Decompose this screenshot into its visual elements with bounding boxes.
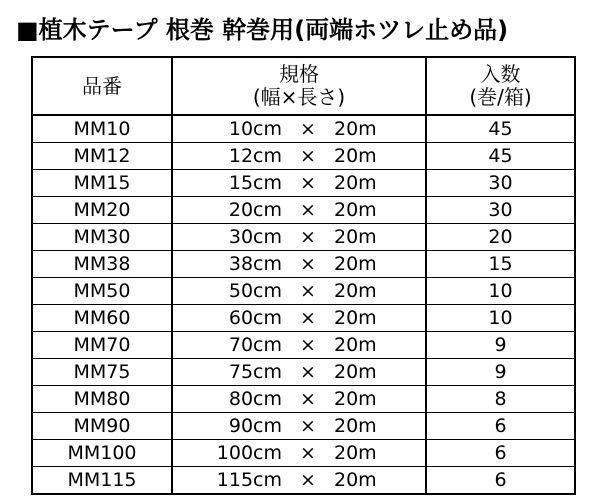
size-value (204, 225, 394, 249)
size-cell (172, 224, 426, 251)
width-value: 20cm (228, 199, 282, 221)
size-cell (172, 305, 426, 332)
product-code-cell: MM75 (32, 359, 172, 386)
size-value (204, 414, 394, 438)
table-row (32, 386, 575, 413)
product-code-cell: MM115 (32, 467, 172, 495)
times-separator: × (300, 172, 316, 194)
times-separator: × (300, 415, 316, 437)
width-value: 60cm (228, 307, 282, 329)
header-code-label: 品番 (82, 73, 122, 98)
width-value: 70cm (228, 334, 282, 356)
quantity-cell: 6 (426, 413, 575, 440)
size-cell (172, 386, 426, 413)
table-row (32, 197, 575, 224)
times-separator: × (300, 442, 316, 464)
size-value (204, 117, 394, 141)
product-code-cell: MM80 (32, 386, 172, 413)
table-row (32, 440, 575, 467)
size-cell (172, 251, 426, 278)
times-separator: × (300, 280, 316, 302)
quantity-cell: 10 (426, 278, 575, 305)
header-row (32, 57, 575, 115)
times-separator: × (300, 226, 316, 248)
size-cell (172, 467, 426, 495)
size-value (204, 306, 394, 330)
times-separator: × (300, 469, 316, 491)
times-separator: × (300, 118, 316, 140)
header-code (32, 57, 172, 115)
product-code-cell: MM60 (32, 305, 172, 332)
size-cell (172, 170, 426, 197)
size-value (204, 171, 394, 195)
header-spec-label: 規格 (279, 62, 319, 86)
page-title: ■植木テープ 根巻 幹巻用(両端ホツレ止め品) (16, 16, 509, 44)
quantity-cell: 30 (426, 170, 575, 197)
size-cell (172, 197, 426, 224)
width-value: 12cm (228, 145, 282, 167)
table-row (32, 305, 575, 332)
table-row (32, 143, 575, 170)
product-code-cell: MM50 (32, 278, 172, 305)
table-row (32, 413, 575, 440)
product-code-cell: MM12 (32, 143, 172, 170)
length-value: 20m (334, 172, 377, 194)
spec-table (31, 56, 576, 495)
quantity-cell: 6 (494, 469, 507, 491)
size-value (204, 144, 394, 168)
times-separator: × (300, 253, 316, 275)
quantity-cell: 30 (426, 197, 575, 224)
width-value: 80cm (228, 388, 282, 410)
times-separator: × (300, 145, 316, 167)
width-value: 10cm (228, 118, 282, 140)
header-spec-sublabel: (幅×長さ) (252, 85, 346, 109)
width-value: 100cm (216, 442, 282, 464)
quantity-cell: 9 (426, 359, 575, 386)
quantity-cell: 20 (426, 224, 575, 251)
table-row (32, 224, 575, 251)
quantity-cell: 15 (426, 251, 575, 278)
times-separator: × (300, 388, 316, 410)
length-value: 20m (334, 118, 377, 140)
quantity-cell: 8 (426, 386, 575, 413)
table-row (32, 251, 575, 278)
quantity-cell: 9 (426, 332, 575, 359)
product-code-cell: MM20 (32, 197, 172, 224)
length-value: 20m (334, 334, 377, 356)
width-value: 115cm (216, 469, 282, 491)
size-value (204, 387, 394, 411)
size-value (204, 198, 394, 222)
product-code-cell: MM90 (32, 413, 172, 440)
length-value: 20m (334, 145, 377, 167)
table-row (32, 170, 575, 197)
length-value: 20m (334, 388, 377, 410)
table-header (32, 57, 575, 115)
table-body (32, 115, 575, 494)
header-spec (172, 57, 426, 115)
size-cell (172, 143, 426, 170)
length-value: 20m (334, 469, 377, 491)
width-value: 75cm (228, 361, 282, 383)
times-separator: × (300, 361, 316, 383)
product-code-cell: MM100 (32, 440, 172, 467)
product-code-cell: MM30 (32, 224, 172, 251)
width-value: 30cm (228, 226, 282, 248)
table-row (32, 332, 575, 359)
size-cell (172, 359, 426, 386)
length-value: 20m (334, 253, 377, 275)
size-value (204, 279, 394, 303)
quantity-cell: 10 (426, 305, 575, 332)
table-row (32, 115, 575, 143)
product-code-cell: MM15 (32, 170, 172, 197)
length-value: 20m (334, 442, 377, 464)
size-value (204, 468, 394, 492)
width-value: 15cm (228, 172, 282, 194)
length-value: 20m (334, 307, 377, 329)
header-qty-sublabel: (巻/箱) (469, 85, 532, 109)
size-value (204, 252, 394, 276)
length-value: 20m (334, 415, 377, 437)
size-cell (172, 332, 426, 359)
quantity-cell: 6 (426, 440, 575, 467)
size-cell (172, 115, 426, 143)
quantity-cell: 45 (426, 115, 575, 143)
header-qty-label: 入数 (480, 62, 521, 86)
times-separator: × (300, 307, 316, 329)
size-cell (172, 278, 426, 305)
width-value: 90cm (228, 415, 282, 437)
size-value (204, 333, 394, 357)
product-code-cell: MM70 (32, 332, 172, 359)
size-value (204, 360, 394, 384)
size-value (204, 441, 394, 465)
table-row (32, 467, 575, 495)
table-row (32, 278, 575, 305)
width-value: 38cm (228, 253, 282, 275)
times-separator: × (300, 199, 316, 221)
length-value: 20m (334, 361, 377, 383)
length-value: 20m (334, 226, 377, 248)
product-code-cell: MM38 (32, 251, 172, 278)
size-cell (172, 413, 426, 440)
header-qty (426, 57, 575, 115)
product-code-cell: MM10 (32, 115, 172, 143)
times-separator: × (300, 334, 316, 356)
quantity-cell: 45 (426, 143, 575, 170)
length-value: 20m (334, 280, 377, 302)
length-value: 20m (334, 199, 377, 221)
table-row (32, 359, 575, 386)
width-value: 50cm (228, 280, 282, 302)
size-cell (172, 440, 426, 467)
